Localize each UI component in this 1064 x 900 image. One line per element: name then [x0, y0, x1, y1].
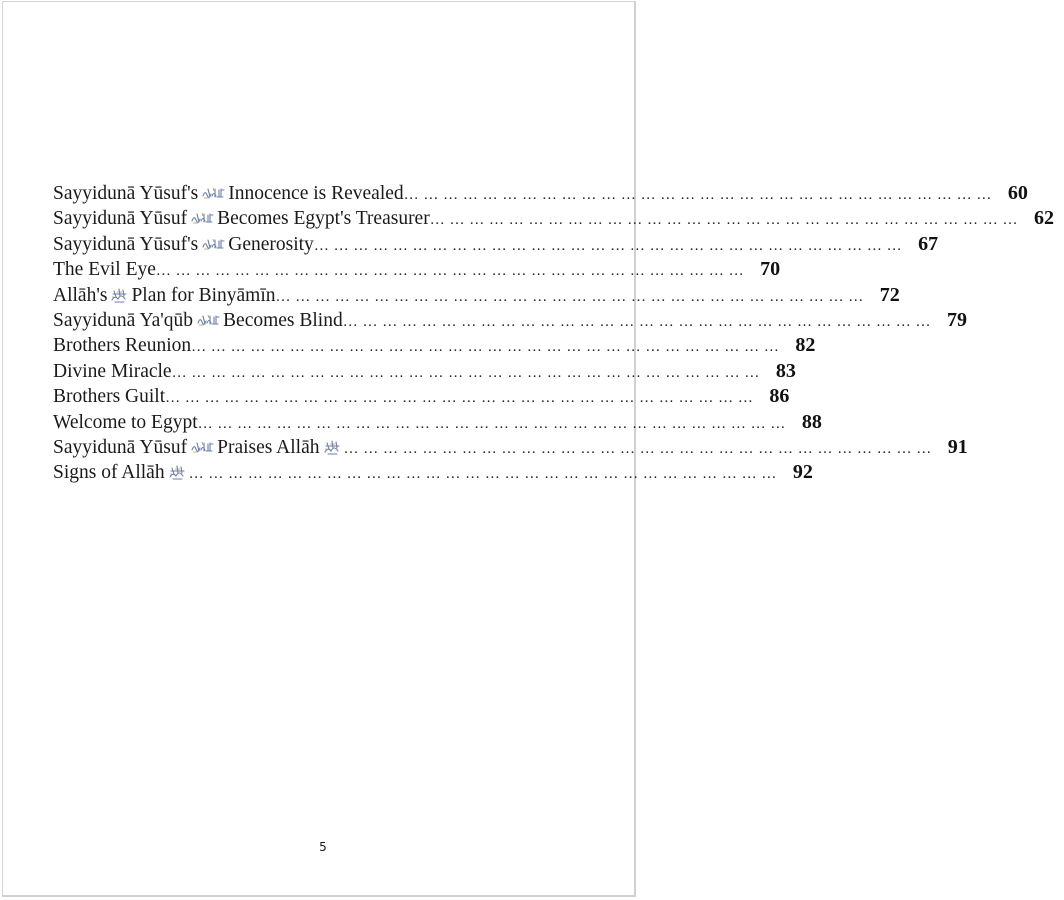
dot-leader: … … … … … … … … … … … … … … … … … … … … … … … … … … … … … … [342, 313, 931, 330]
toc-page-number: 72 [879, 283, 900, 306]
toc-page-number: 83 [775, 359, 796, 382]
dot-leader: … … … … … … … … … … … … … … … … … … … … … … … … … … … … … … [275, 288, 864, 305]
toc-page-number: 60 [1007, 182, 1028, 204]
toc-entry-title: Allāh's Plan for Binyāmīn [53, 284, 276, 306]
table-of-contents [53, 181, 1054, 486]
toc-entry[interactable] [53, 206, 1054, 231]
toc-entry[interactable] [53, 460, 813, 485]
toc-entry[interactable] [53, 283, 900, 308]
toc-entry[interactable] [53, 232, 939, 257]
toc-entry-title: Welcome to Egypt [53, 411, 198, 433]
toc-entry[interactable] [53, 410, 822, 435]
dot-leader: … … … … … … … … … … … … … … … … … … … … … … … … … … … … … … [155, 263, 745, 280]
toc-page-number: 92 [792, 461, 813, 484]
azza-wa-jall-icon [323, 439, 341, 455]
toc-entry-title: Sayyidunā Yūsuf's Generosity [53, 233, 314, 255]
toc-entry-title: Sayyidunā Ya'qūb Becomes Blind [53, 309, 343, 331]
alayhis-salam-icon [190, 211, 214, 225]
azza-wa-jall-icon [168, 464, 186, 480]
toc-entry-title: The Evil Eye [53, 259, 156, 281]
toc-entry-title: Divine Miracle [53, 360, 172, 382]
toc-entry[interactable] [53, 181, 1028, 206]
dot-leader: … … … … … … … … … … … … … … … … … … … … … … … … … … … … … … [313, 237, 903, 254]
toc-page-number: 62 [1033, 207, 1054, 230]
toc-entry[interactable] [53, 359, 796, 384]
dot-leader: … … … … … … … … … … … … … … … … … … … … … … … … … … … … … … [171, 364, 760, 381]
toc-page-number: 86 [769, 385, 790, 408]
dot-leader: … … … … … … … … … … … … … … … … … … … … … … … … … … … … … … [197, 415, 786, 432]
toc-page-number: 79 [946, 308, 967, 331]
dot-leader: … … … … … … … … … … … … … … … … … … … … … … … … … … … … … … [343, 440, 932, 457]
toc-page-number: 67 [918, 232, 939, 255]
page-number: 5 [319, 840, 327, 854]
toc-entry[interactable] [53, 384, 790, 409]
toc-entry[interactable] [53, 435, 968, 460]
toc-entry-title: Sayyidunā Yūsuf Praises Allāh [53, 435, 344, 460]
dot-leader: … … … … … … … … … … … … … … … … … … … … … … … … … … … … … … [429, 212, 1018, 229]
toc-page-number: 88 [801, 410, 822, 433]
dot-leader: … … … … … … … … … … … … … … … … … … … … … … … … … … … … … … [165, 390, 754, 407]
toc-page-number: 70 [760, 258, 781, 281]
document-page [2, 1, 1054, 897]
toc-entry-title: Signs of Allāh [53, 460, 189, 485]
alayhis-salam-icon [201, 186, 225, 200]
toc-entry-title: Brothers Guilt [53, 386, 166, 408]
dot-leader: … … … … … … … … … … … … … … … … … … … … … … … … … … … … … … [191, 339, 780, 356]
toc-page-number: 82 [795, 334, 816, 357]
dot-leader: … … … … … … … … … … … … … … … … … … … … … … … … … … … … … … [188, 466, 777, 483]
toc-entry-title: Sayyidunā Yūsuf's Innocence is Revealed [53, 183, 404, 204]
alayhis-salam-icon [196, 313, 220, 327]
toc-page-number: 91 [947, 435, 968, 458]
toc-entry-title: Brothers Reunion [53, 335, 192, 357]
toc-entry[interactable] [53, 308, 967, 333]
dot-leader: … … … … … … … … … … … … … … … … … … … … … … … … … … … … … … [403, 187, 992, 203]
toc-entry-title: Sayyidunā Yūsuf Becomes Egypt's Treasurer [53, 208, 430, 230]
azza-wa-jall-icon [110, 287, 128, 303]
toc-entry[interactable] [53, 333, 816, 358]
alayhis-salam-icon [190, 440, 214, 454]
alayhis-salam-icon [201, 237, 225, 251]
toc-entry[interactable] [53, 257, 781, 282]
